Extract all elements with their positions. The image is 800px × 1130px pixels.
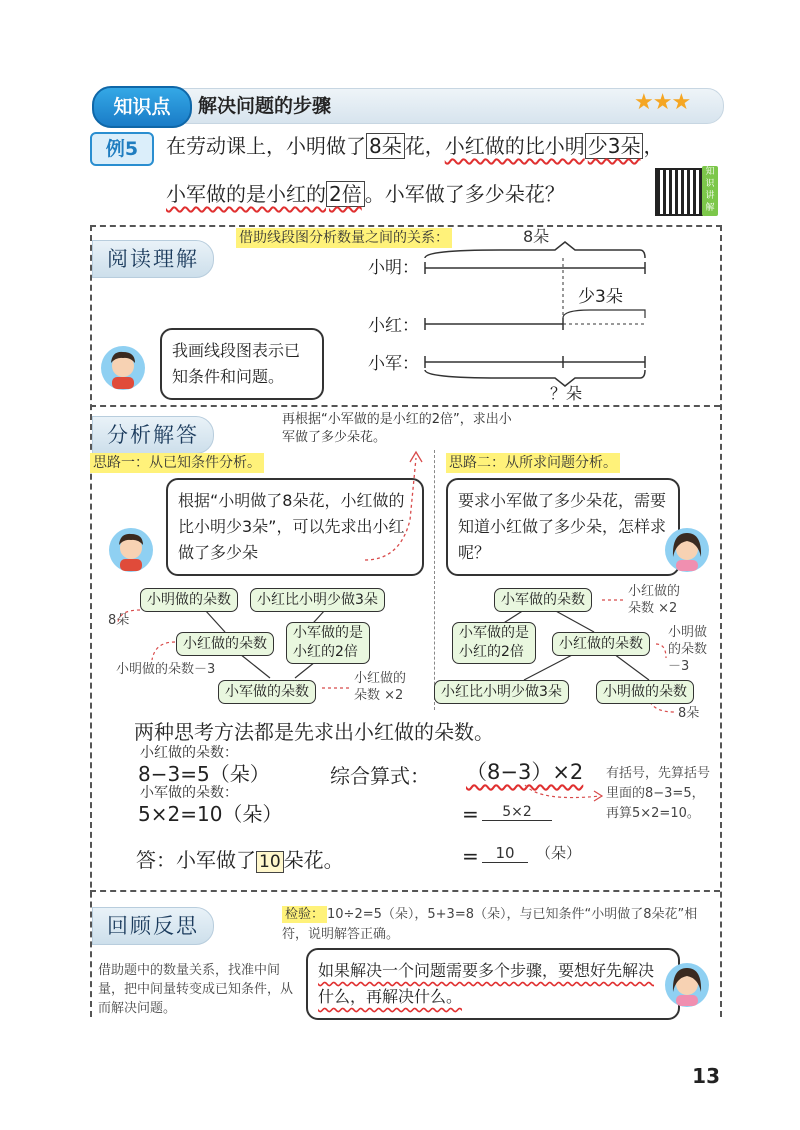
question-text: ， <box>643 134 664 158</box>
qr-code-icon[interactable] <box>655 168 703 216</box>
node-line: 小军做的是 <box>459 625 529 641</box>
ann-line: 小红做的 <box>628 584 681 599</box>
left-speech-bubble: 根据“小明做了8朵花，小红做的比小明少3朵”，可以先求出小红做了多少朵 <box>166 478 424 576</box>
left-node-double <box>286 622 370 664</box>
boxed-less3: 少3朵 <box>585 133 644 159</box>
combined-label: 综合算式： <box>330 764 430 788</box>
note-arrow <box>520 780 610 810</box>
question-wavy: 小军做的是小红的 <box>166 182 326 206</box>
left-ann-times2 <box>354 670 406 704</box>
ann-line: 朵数 ×2 <box>628 601 678 616</box>
top-brace <box>425 242 645 258</box>
review-left-note: 借助题中的数量关系，找准中间量，把中间量转变成已知条件，从而解决问题。 <box>98 963 294 1016</box>
question-label: ？朵 <box>550 384 583 403</box>
combined-unit: （朵） <box>536 844 582 862</box>
example-badge: 例5 <box>90 132 154 166</box>
left-ann-minus3: 小明做的朵数－3 <box>116 662 216 677</box>
header-title: 解决问题的步骤 <box>198 95 332 117</box>
question-wavy: 小红做的比小明 <box>444 134 585 158</box>
girl-avatar-icon <box>664 527 710 573</box>
eq-sign-1: = <box>462 802 479 826</box>
combined-step2: 10 <box>482 844 528 863</box>
node-line: 小军做的是 <box>293 625 363 641</box>
left-approach-head: 思路一：从已知条件分析。 <box>90 453 264 473</box>
check-text <box>282 905 712 945</box>
left-node-xiaojun: 小军做的朵数 <box>218 680 316 704</box>
review-speech-bubble: 如果解决一个问题需要多个步骤，要想好先解决什么，再解决什么。 <box>306 948 680 1020</box>
left-node-diff: 小红比小明少做3朵 <box>250 588 385 612</box>
right-node-diff: 小红比小明少做3朵 <box>434 680 569 704</box>
combined-step1: 5×2 <box>482 804 552 821</box>
question-text: 花， <box>404 134 445 158</box>
node-line: 小红的2倍 <box>459 644 524 660</box>
boxed-8: 8朵 <box>366 133 405 159</box>
knowledge-tag: 知识点 <box>92 86 192 128</box>
combined-expression: （8−3）×2 <box>466 760 584 784</box>
ann-line: 小红做的 <box>354 671 407 686</box>
ann-line: 小明做 <box>668 625 708 640</box>
right-approach-head: 思路二：从所求问题分析。 <box>446 453 620 473</box>
right-node-double <box>452 622 536 664</box>
eq-sign-2: = <box>462 844 479 868</box>
ann-line: 的朵数 <box>668 642 708 657</box>
segment-total-label: 8朵 <box>523 227 550 246</box>
answer-box: 10 <box>256 851 284 873</box>
boy-avatar-icon <box>108 527 154 573</box>
bracket-note: 有括号，先算括号里面的8−3=5，再算5×2=10。 <box>606 766 711 821</box>
less-brace <box>563 310 645 318</box>
section-title-review: 回顾反思 <box>92 907 214 945</box>
node-line: 小红的2倍 <box>293 644 358 660</box>
question-text: 在劳动课上，小明做了 <box>166 134 366 158</box>
step2-label: 小军做的朵数： <box>140 785 238 801</box>
left-node-xiaoming: 小明做的朵数 <box>140 588 238 612</box>
check-label: 检验： <box>282 906 327 923</box>
section-title-read: 阅读理解 <box>92 240 214 278</box>
boy-avatar-icon <box>100 345 146 391</box>
ann-line: 朵数 ×2 <box>354 688 404 703</box>
summary-text: 两种思考方法都是先求出小红做的朵数。 <box>134 720 494 744</box>
check-body: 10÷2=5（朵），5+3=8（朵），与已知条件“小明做了8朵花”相符，说明解答正确。 <box>282 907 698 942</box>
right-node-xiaojun: 小军做的朵数 <box>494 588 592 612</box>
right-ann-minus3 <box>668 624 707 675</box>
read-highlight: 借助线段图分析数量之间的关系： <box>236 228 452 248</box>
left-node-xiaohong: 小红做的朵数 <box>176 632 274 656</box>
boxed-2x: 2倍 <box>326 181 365 207</box>
answer-line <box>136 846 344 876</box>
step1-label: 小红做的朵数： <box>140 745 238 761</box>
right-ann-8: 8朵 <box>678 706 700 721</box>
section-title-analysis: 分析解答 <box>92 416 214 454</box>
question-text: 。小军做了多少朵花？ <box>364 182 565 206</box>
ann-line: －3 <box>668 659 690 674</box>
right-node-xiaoming: 小明做的朵数 <box>596 680 694 704</box>
step2-equation: 5×2=10（朵） <box>138 802 283 826</box>
qr-label: 知识讲解 <box>702 166 718 216</box>
section-divider <box>90 890 720 892</box>
row-label-xiaohong: 小红： <box>368 316 419 336</box>
section-divider <box>90 405 720 407</box>
left-ann-8: 8朵 <box>108 613 130 628</box>
answer-text: 朵花。 <box>283 848 344 872</box>
dashed-arrow <box>360 440 430 570</box>
question-line-2 <box>166 178 565 210</box>
right-ann-times2 <box>628 583 680 617</box>
row-label-xiaoming: 小明： <box>368 258 419 278</box>
read-speech-bubble: 我画线段图表示已知条件和问题。 <box>160 328 324 400</box>
girl-avatar-icon <box>664 962 710 1008</box>
bottom-brace <box>425 370 645 386</box>
question-line-1 <box>166 130 663 162</box>
analysis-top-note: 再根据“小军做的是小红的2倍”，求出小军做了多少朵花。 <box>282 412 512 445</box>
row-label-xiaojun: 小军： <box>368 354 419 374</box>
right-speech-bubble: 要求小军做了多少朵花，需要知道小红做了多少朵，怎样求呢？ <box>446 478 680 576</box>
answer-text: 答：小军做了 <box>136 848 256 872</box>
step1-equation: 8−3=5（朵） <box>138 762 270 786</box>
page-number: 13 <box>692 1064 720 1088</box>
less-label: 少3朵 <box>578 287 623 307</box>
right-node-xiaohong: 小红做的朵数 <box>552 632 650 656</box>
difficulty-stars: ★★★ <box>634 90 691 115</box>
